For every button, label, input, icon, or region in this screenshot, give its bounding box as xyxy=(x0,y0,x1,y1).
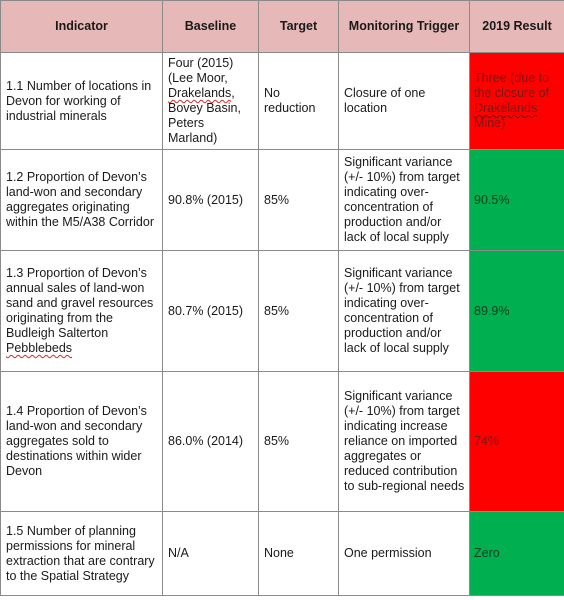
table-row xyxy=(1,512,564,596)
indicator-cell: 1.4 Proportion of Devon’s land-won and secondary aggregates sold to destinations within wider Devon xyxy=(1,372,163,512)
indicator-cell xyxy=(1,251,163,372)
result-text: Mine) xyxy=(474,116,506,130)
result-text-underlined: Drakelands xyxy=(474,101,538,115)
result-text: Three (due to the closure of xyxy=(474,71,550,100)
trigger-cell: Significant variance (+/- 10%) from target indicating increase reliance on imported aggregates or reduced contribution to sub-regional needs xyxy=(339,372,470,512)
result-cell-green: 89.9% xyxy=(470,251,564,372)
baseline-cell: N/A xyxy=(163,512,259,596)
target-cell: 85% xyxy=(259,251,339,372)
indicator-cell: 1.5 Number of planning permissions for mineral extraction that are contrary to the Spatial Strategy xyxy=(1,512,163,596)
baseline-cell: 86.0% (2014) xyxy=(163,372,259,512)
result-cell-green: Zero xyxy=(470,512,564,596)
trigger-cell: Significant variance (+/- 10%) from target indicating over-concentration of production and/or lack of local supply xyxy=(339,150,470,251)
baseline-cell xyxy=(163,53,259,150)
header-row xyxy=(1,1,564,53)
header-monitoring-trigger: Monitoring Trigger xyxy=(339,1,470,53)
baseline-cell: 80.7% (2015) xyxy=(163,251,259,372)
baseline-text-underlined: Drakelands xyxy=(168,86,232,100)
indicator-cell: 1.1 Number of locations in Devon for working of industrial minerals xyxy=(1,53,163,150)
result-cell-red: 74% xyxy=(470,372,564,512)
trigger-cell: One permission xyxy=(339,512,470,596)
target-cell: 85% xyxy=(259,150,339,251)
baseline-text: Four (2015) (Lee Moor, xyxy=(168,56,234,85)
baseline-text: , Bovey Basin, Peters Marland) xyxy=(168,86,241,145)
indicator-text: 1.3 Proportion of Devon’s annual sales of land-won sand and gravel resources originating from the Budleigh Salterton xyxy=(6,266,154,340)
indicator-cell: 1.2 Proportion of Devon’s land-won and secondary aggregates originating within the M5/A38 Corridor xyxy=(1,150,163,251)
target-cell: 85% xyxy=(259,372,339,512)
baseline-cell: 90.8% (2015) xyxy=(163,150,259,251)
target-cell: No reduction xyxy=(259,53,339,150)
trigger-cell: Significant variance (+/- 10%) from target indicating over-concentration of production and/or lack of local supply xyxy=(339,251,470,372)
table-row xyxy=(1,150,564,251)
header-baseline: Baseline xyxy=(163,1,259,53)
table-row xyxy=(1,372,564,512)
result-cell-green: 90.5% xyxy=(470,150,564,251)
table-row xyxy=(1,251,564,372)
header-indicator: Indicator xyxy=(1,1,163,53)
result-cell-red xyxy=(470,53,564,150)
header-target: Target xyxy=(259,1,339,53)
indicator-text-underlined: Pebblebeds xyxy=(6,341,73,355)
target-cell: None xyxy=(259,512,339,596)
trigger-cell: Closure of one location xyxy=(339,53,470,150)
header-2019-result: 2019 Result xyxy=(470,1,564,53)
table-row xyxy=(1,53,564,150)
